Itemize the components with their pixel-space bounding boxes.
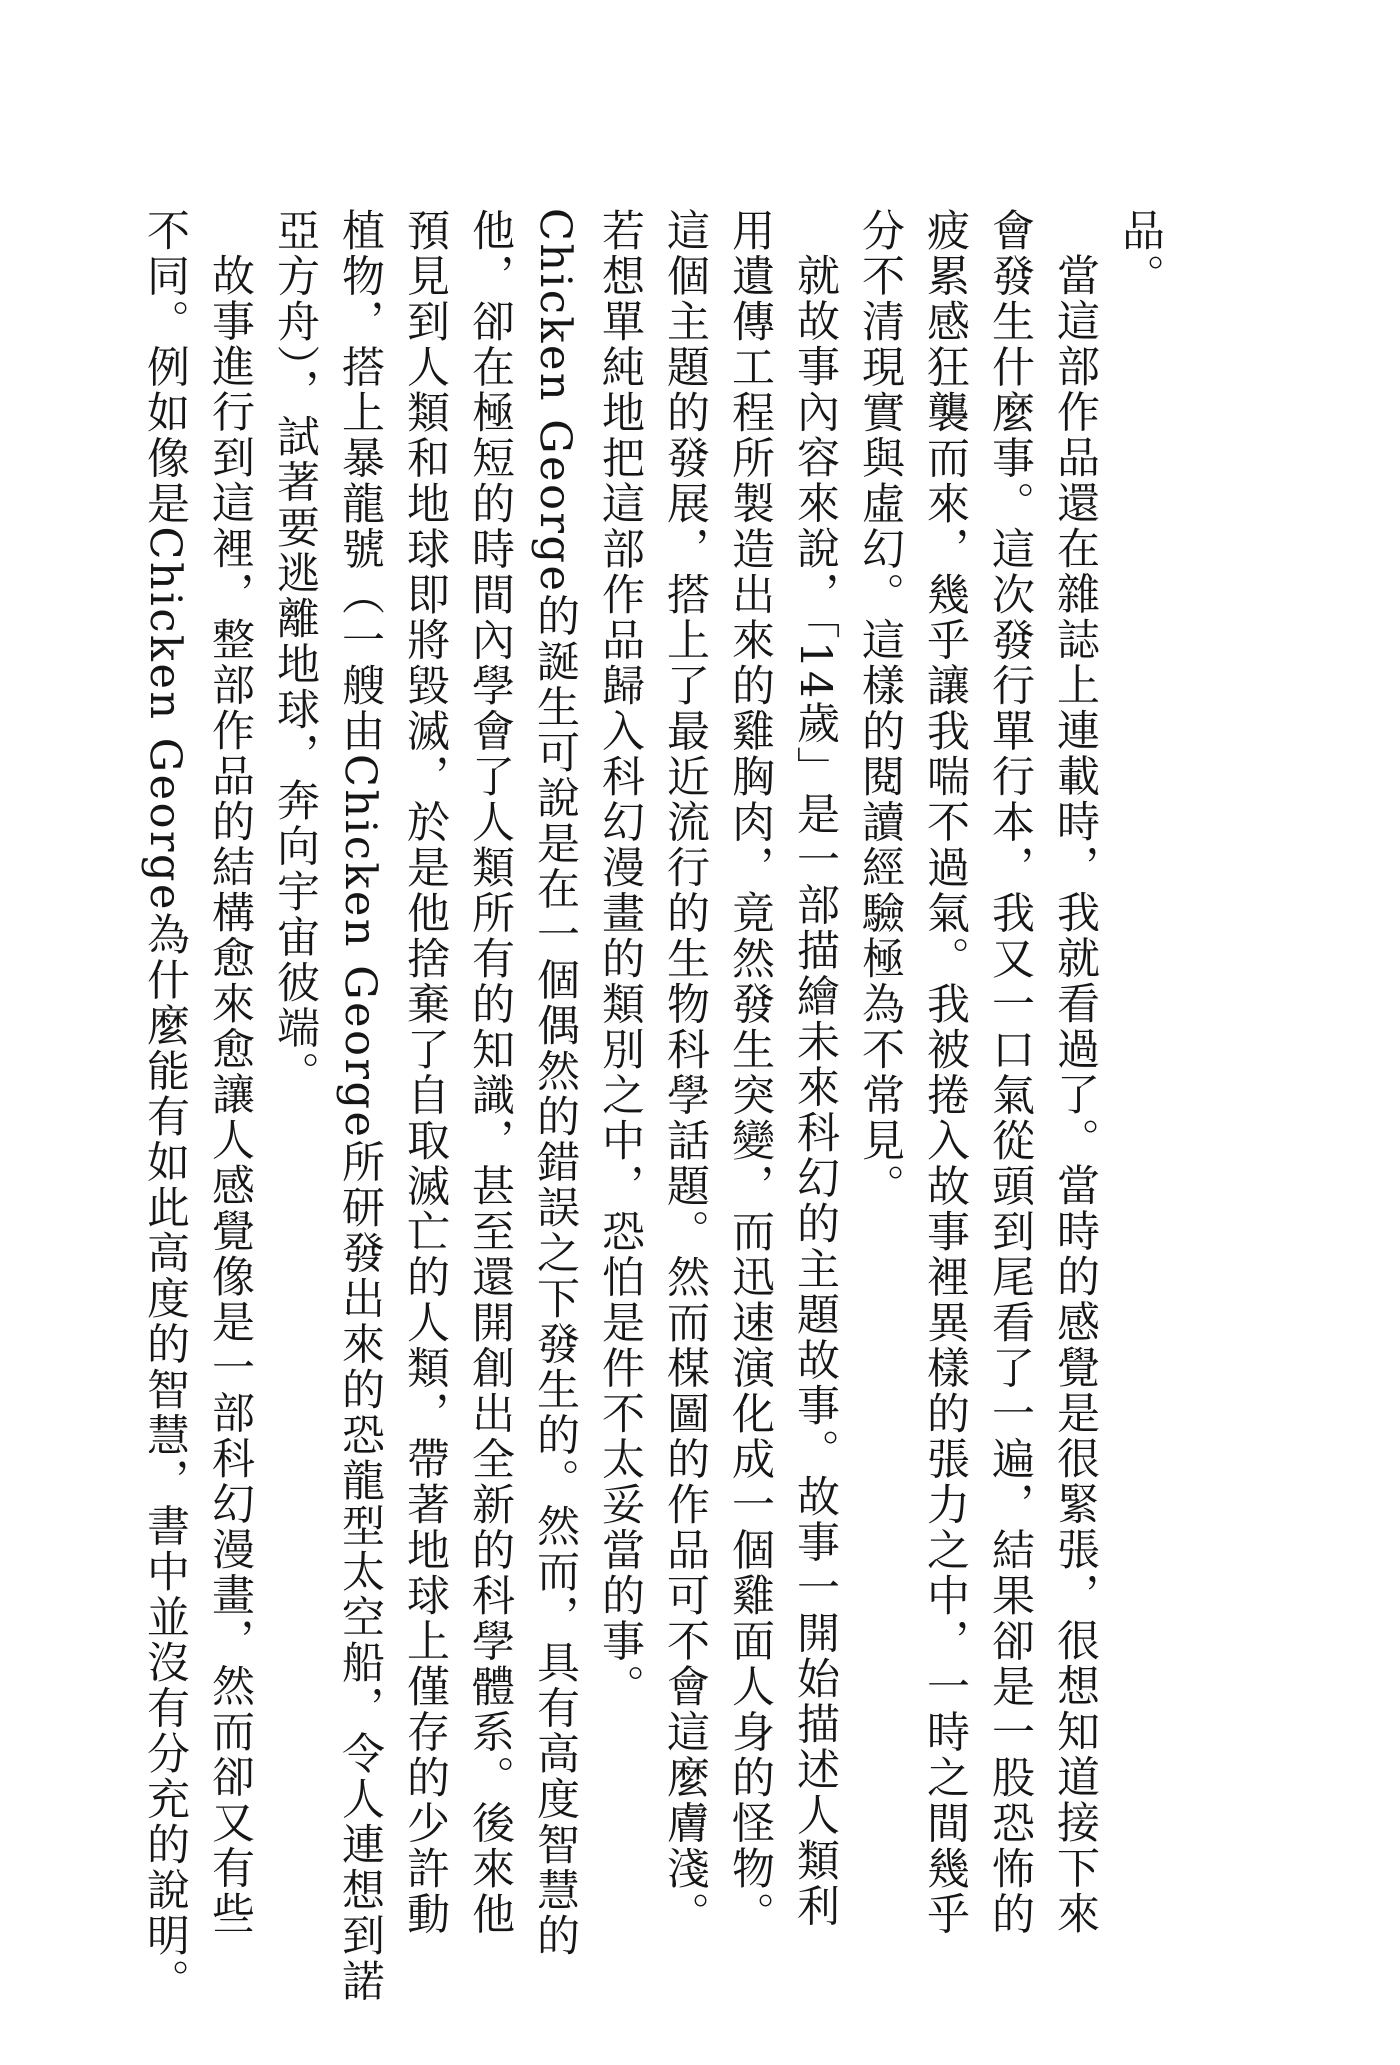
text-column-10: Chicken George的誕生可說是在一個偶然的錯誤之下發生的。然而，具有高度智慧的 [530,208,580,1959]
text-column-13: 植物，搭上暴龍號（一艘由Chicken George所研發出來的恐龍型太空船，令人連想到諾 [335,208,385,2005]
text-column-12: 預見到人類和地球即將毀滅，於是他捨棄了自取滅亡的人類，帶著地球上僅存的少許動 [400,208,450,1937]
text-column-4: 疲累感狂襲而來，幾乎讓我喘不過氣。我被捲入故事裡異樣的張力之中，一時之間幾乎 [920,208,970,1937]
text-column-5: 分不清現實與虛幻。這樣的閱讀經驗極為不常見。 [855,208,905,1209]
text-column-6: 就故事內容來說，「14歲」是一部描繪未來科幻的主題故事。故事一開始描述人類利 [790,253,840,1930]
text-column-15: 故事進行到這裡，整部作品的結構愈來愈讓人感覺像是一部科幻漫畫，然而卻又有些 [205,253,255,1937]
text-column-16: 不同。例如像是Chicken George為什麼能有如此高度的智慧，書中並沒有分充的說明。 [140,208,190,2005]
text-column-14: 亞方舟），試著要逃離地球，奔向宇宙彼端。 [270,208,320,1097]
text-column-1: 品。 [1115,208,1165,299]
text-column-2: 當這部作品還在雜誌上連載時，我就看過了。當時的感覺是很緊張，很想知道接下來 [1050,253,1100,1937]
text-column-7: 用遺傳工程所製造出來的雞胸肉，竟然發生突變，而迅速演化成一個雞面人身的怪物。 [725,208,775,1937]
text-column-11: 他，卻在極短的時間內學會了人類所有的知識，甚至還開創出全新的科學體系。後來他 [465,208,515,1937]
text-column-8: 這個主題的發展，搭上了最近流行的生物科學話題。然而楳圖的作品可不會這麼膚淺。 [660,208,710,1937]
text-column-3: 會發生什麼事。這次發行單行本，我又一口氣從頭到尾看了一遍，結果卻是一股恐怖的 [985,208,1035,1937]
text-column-9: 若想單純地把這部作品歸入科幻漫畫的類別之中，恐怕是件不太妥當的事。 [595,208,645,1710]
